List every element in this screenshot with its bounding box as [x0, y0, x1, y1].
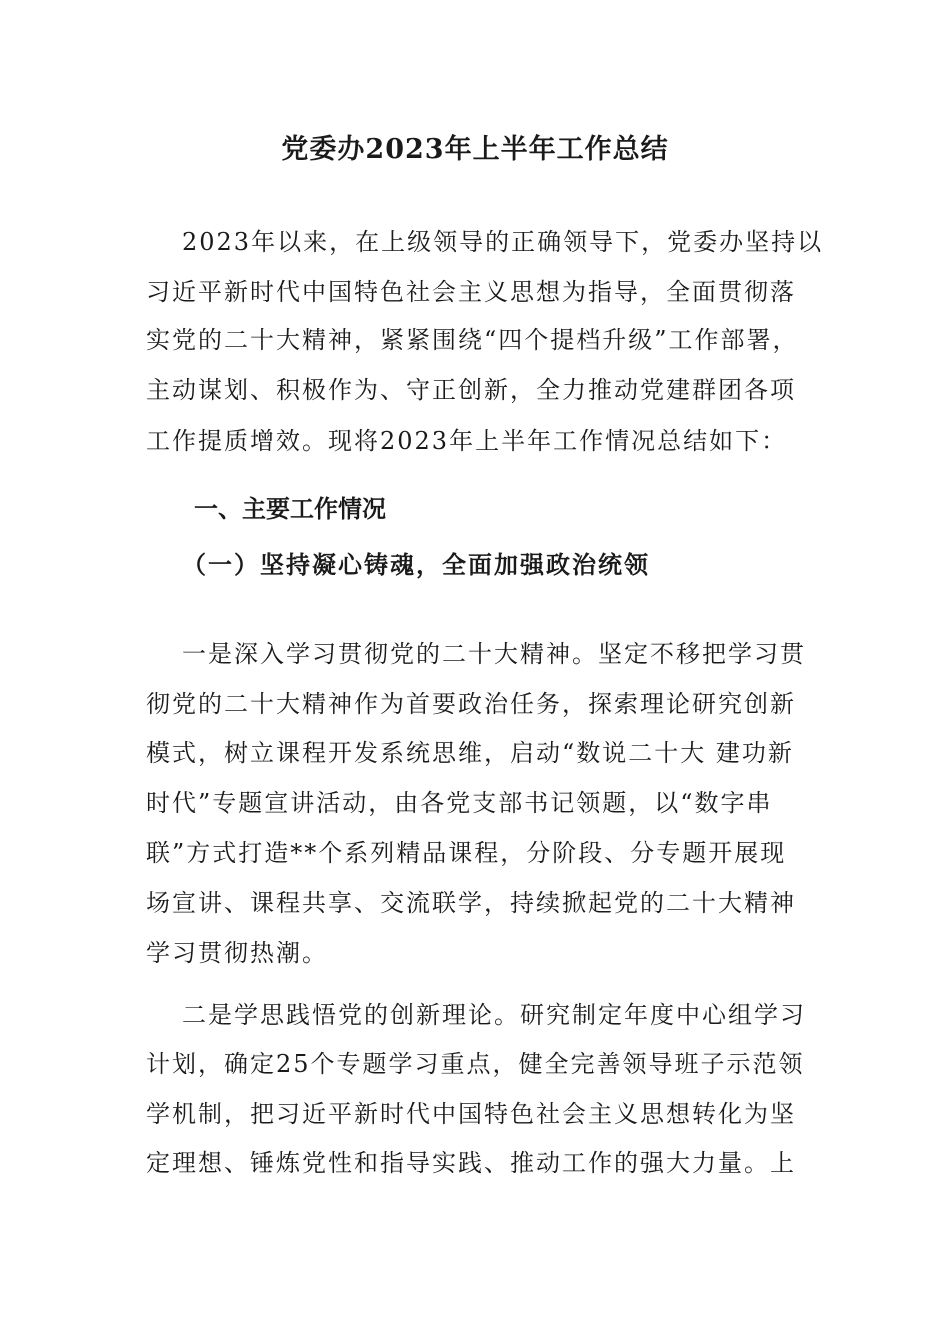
para1-line-1: 一是深入学习贯彻党的二十大精神。坚定不移把学习贯 [182, 640, 806, 668]
subsection-heading-1: （一）坚持凝心铸魂，全面加强政治统领 [182, 550, 650, 579]
intro-line-3: 实党的二十大精神，紧紧围绕“四个提档升级”工作部署， [146, 326, 799, 354]
para1-line-2: 彻党的二十大精神作为首要政治任务，探索理论研究创新 [146, 690, 796, 718]
intro-line-4: 主动谋划、积极作为、守正创新，全力推动党建群团各项 [146, 376, 796, 404]
para1-line-7: 学习贯彻热潮。 [146, 939, 328, 967]
para2-line-4: 定理想、锤炼党性和指导实践、推动工作的强大力量。上 [146, 1149, 796, 1177]
intro-line-5: 工作提质增效。现将2023年上半年工作情况总结如下： [146, 427, 788, 455]
document-title: 党委办2023年上半年工作总结 [281, 134, 669, 165]
intro-line-1: 2023年以来，在上级领导的正确领导下，党委办坚持以 [182, 228, 824, 256]
para1-line-5: 联”方式打造**个系列精品课程，分阶段、分专题开展现 [146, 839, 787, 867]
intro-line-2: 习近平新时代中国特色社会主义思想为指导，全面贯彻落 [146, 278, 796, 306]
section-heading-1: 一、主要工作情况 [194, 495, 386, 523]
para1-line-4: 时代”专题宣讲活动，由各党支部书记领题，以“数字串 [146, 789, 773, 817]
para2-line-1: 二是学思践悟党的创新理论。研究制定年度中心组学习 [182, 1001, 806, 1029]
para2-line-2: 计划，确定25个专题学习重点，健全完善领导班子示范领 [146, 1050, 805, 1078]
para1-line-3: 模式，树立课程开发系统思维，启动“数说二十大 建功新 [146, 739, 794, 767]
para2-line-3: 学机制，把习近平新时代中国特色社会主义思想转化为坚 [146, 1100, 796, 1128]
para1-line-6: 场宣讲、课程共享、交流联学，持续掀起党的二十大精神 [146, 889, 796, 917]
